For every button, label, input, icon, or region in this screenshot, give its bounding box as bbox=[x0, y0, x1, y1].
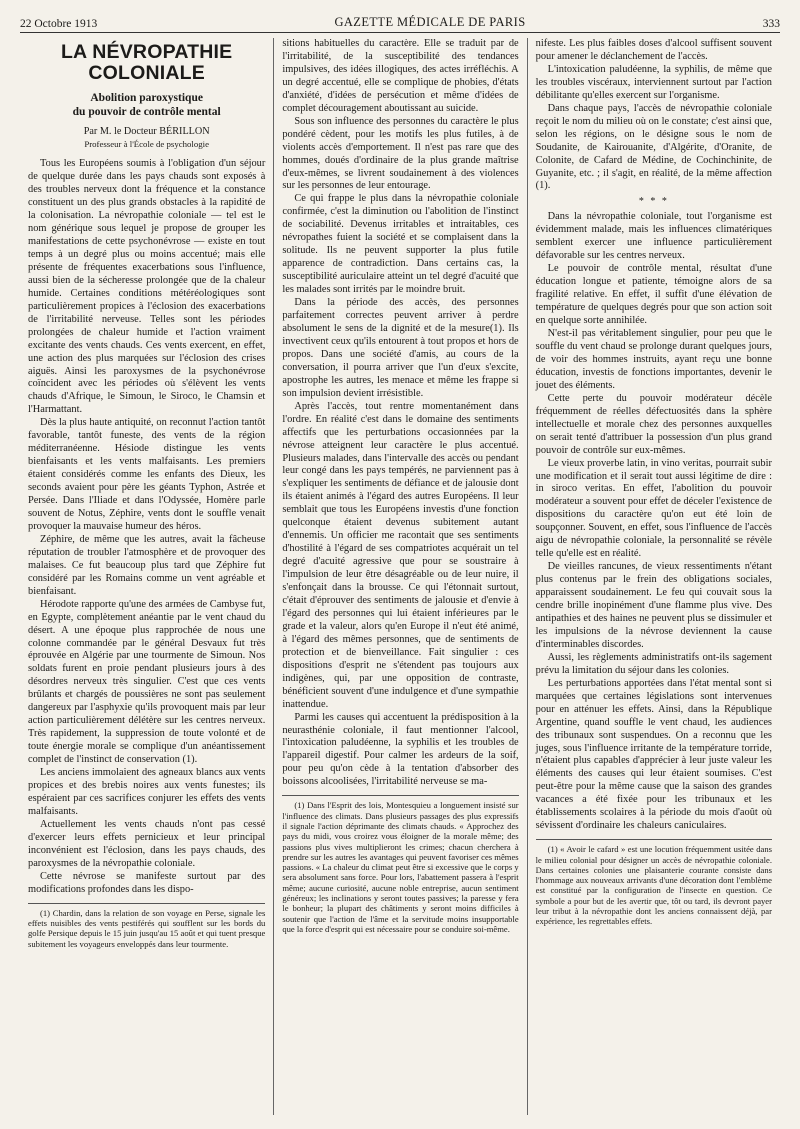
page-number: 333 bbox=[762, 18, 780, 30]
footnote: (1) Dans l'Esprit des lois, Montesquieu a longuement insisté sur l'influence des climats. Dans plusieurs passages des plus expressifs il signale l'action déprimante des climats chauds. « Approchez des pays du midi, vous croirez vous éloigner de la morale même; des passions plus vives multiplieront les crimes; chacun cherchera à prendre sur les autres les avantages qui peuvent favoriser ces mêmes passions. « La chaleur du climat peut être si excessive que le corps y sera absolument sans force. Pour lors, l'abattement passera à l'esprit même; aucune curiosité, aucune noble entreprise, aucun sentiment généreux; les inclinations y seront toutes passives; la paresse y fera le bonheur; la plupart des châtiments y seront moins difficiles à soutenir que l'action de l'âme et la servitude moins insupportable que la force d'esprit qui est nécessaire pour se conduire soi-même. bbox=[282, 800, 519, 935]
footnotes bbox=[282, 795, 518, 934]
article-columns bbox=[20, 38, 780, 1115]
paragraph: L'intoxication paludéenne, la syphilis, de même que les troubles viscéraux, interviennent surtout par l'action débilitante qu'elles exercent sur l'organisme. bbox=[535, 63, 772, 101]
footnote: (1) « Avoir le cafard » est une locution fréquemment usitée dans le milieu colonial pour désigner un accès de névropathie coloniale. Dans certaines colonies une plaisanterie courante consiste dans l'hommage aux nouveaux arrivants d'une décoration dont l'emblème est constitué par la configuration de l'insecte en question. Ce symbole a pour but de les avertir que, tôt ou tard, ils devront payer leur tribut à la névropathie dont les anciens connaissent déjà, par expérience, les regrettables effets. bbox=[535, 844, 772, 927]
paragraph: Hérodote rapporte qu'une des armées de Cambyse fut, en Egypte, complètement anéantie par le vent chaud du désert. A une époque plus rapprochée de nous une colonne commandée par le général Desvaux fut très éprouvée en Algérie par une tourmente de Simoun. Nos soldats furent en proie pendant plusieurs jours à des désordres nerveux très singulier. C'est que ces vents brûlants et chargés de poussières ne sont pas seulement dangereux par l'asphyxie qu'ils provoquent mais par leur action particulièrement délétère sur les centres nerveux. Très rapidement, la suppression de toute volonté et de toute énergie morale se complique d'un anéantissement complet de l'instinct de conservation (1). bbox=[28, 598, 266, 766]
paragraph: Actuellement les vents chauds n'ont pas cessé d'exercer leurs effets pernicieux et leur principal inconvénient est l'éclosion, dans les pays chauds, des paroxysmes de la névropathie coloniale. bbox=[28, 818, 266, 869]
paragraph: Zéphire, de même que les autres, avait la fâcheuse réputation de troubler l'atmosphère et de provoquer des malaises. Ce fut beaucoup plus tard que Zéphire fut considéré par les Romains comme un vent agréable et bienfaisant. bbox=[28, 533, 266, 597]
article-subtitle-line-1: Abolition paroxystique bbox=[90, 91, 203, 104]
paragraph: De vieilles rancunes, de vieux ressentiments n'étant plus contenus par le frein des obligations sociales, apparaissent soudainement. Le feu qui couvait sous la cendre brille inopinément d'une flamme plus vive. Des antipathies et des haines ne peuvent plus se dissimuler et les impulsions de la névrose deviennent la cause d'interminables discordes. bbox=[535, 561, 772, 650]
paragraph: Parmi les causes qui accentuent la prédisposition à la neurasthénie coloniale, il faut mentionner l'alcool, l'intoxication paludéenne, la syphilis et les troubles de l'appareil digestif. Pour calmer les ardeurs de la soif, pour peu qu'on cède à la tentation d'absorber des boissons alcoolisées, l'irritabilité nerveuse se ma- bbox=[282, 711, 519, 788]
article-subtitle-line-2: du pouvoir de contrôle mental bbox=[72, 106, 221, 119]
paragraph: nifeste. Les plus faibles doses d'alcool suffisent souvent pour amener le déclanchement de l'accès. bbox=[535, 38, 772, 62]
running-header bbox=[20, 8, 780, 33]
paragraph: Sous son influence des personnes du caractère le plus pondéré cèdent, pour les motifs les plus futiles, à de violents accès d'emportement. Il n'est pas rare que des hommes, doués d'ordinaire de la plus grande maîtrise d'eux-mêmes, se livrent soudainement à des violences sur les personnes de leur entourage. bbox=[282, 115, 519, 192]
author-role: Professeur à l'École de psychologie bbox=[84, 139, 210, 150]
column-2 bbox=[273, 38, 526, 1115]
paragraph: sitions habituelles du caractère. Elle se traduit par de l'irritabilité, de la susceptibilité des tendances impulsives, des idées illogiques, des actes irréfléchis. A un degré accentué, elle se complique de phobies, d'états d'anxiété, d'idées de persécution et même d'idées de complet découragement aboutissant au suicide. bbox=[282, 38, 519, 114]
footnotes bbox=[28, 903, 265, 949]
paragraph: N'est-il pas véritablement singulier, pour peu que le souffle du vent chaud se prolonge durant quelques jours, de voir des hommes instruits, ayant reçu une bonne éducation, investis de fonctions importantes, devenir le jouet des éléments. bbox=[535, 328, 772, 391]
paragraph: Ce qui frappe le plus dans la névropathie coloniale confirmée, c'est la diminution ou l'abolition de l'instinct de sociabilité. Devenus irritables et intraitables, ces névropathes fuient la société et se complaisent dans la solitude. Ils ne peuvent supporter la plus futile apparence de contradiction. Dans certains cas, la susceptibilité auriculaire atteint un tel degré d'acuité que les malades sont irrités par le moindre bruit. bbox=[282, 193, 519, 296]
paragraph: Le vieux proverbe latin, in vino veritas, pourrait subir une modification et il serait tout aussi légitime de dire : in siroco veritas. En effet, l'abolition du pouvoir modérateur a souvent pour effet de déceler l'existence de dispositions du caractère qu'on eut été loin de soupçonner. Souvent, en effet, sous l'influence de l'accès aigu de névropathie coloniale, la personnalité se révèle telle qu'elle est en réalité. bbox=[535, 457, 772, 560]
article-author: Par M. le Docteur BÉRILLON bbox=[83, 125, 210, 137]
issue-date: 22 Octobre 1913 bbox=[20, 18, 98, 30]
paragraph: Après l'accès, tout rentre momentanément dans l'ordre. En réalité c'est dans le domaine des sentiments affectifs que les perturbations occasionnées par la névrose atteignent leur caractère le plus accentué. Plusieurs malades, dans l'intervalle des accès ou pendant leur congé dans les pays tempérés, ne parviennent pas à s'expliquer les sentiments de défiance et de jalousie dont ils étaient animés à l'égard des autres Européens. Il leur semblait que tous les Européens investis d'une fonction quelconque étaient devenus subitement autant d'ennemis. Un officier me racontait que ses sentiments d'hostilité à l'égard de ses compatriotes acquérait un tel degré d'acuité agressive que pour se soustraire à l'impulsion de leur être désagréable ou de leur nuire, il s'enfonçait dans la brousse. Ce qui l'étonnait surtout, c'était d'éprouver des sentiments de jalousie et d'envie à l'égard des personnes qui lui étaient inférieures par le grade et la valeur, alors qu'en Europe il n'eut été animé, à l'égard des mêmes personnes, que de sentiments de protection et de bienveillance. Fait singulier : ces dispositions d'esprit ne s'étendent pas toujours aux indigènes, qui, par une opposition de contraste, bénéficient souvent d'une indulgence et d'une sympathie inattendue. bbox=[282, 400, 519, 710]
article-heading bbox=[28, 42, 265, 150]
paragraph: Cette névrose se manifeste surtout par des modifications profondes dans les dispo- bbox=[28, 870, 266, 895]
column-1 bbox=[20, 38, 273, 1115]
paragraph: Le pouvoir de contrôle mental, résultat d'une éducation longue et patiente, témoigne alors de sa fragilité relative. En effet, il suffit d'une élévation de température de quelques degrés pour que son action soit en quelque sorte annihilée. bbox=[535, 263, 772, 327]
column-3 bbox=[527, 38, 780, 1115]
journal-title: GAZETTE MÉDICALE DE PARIS bbox=[334, 15, 526, 29]
section-separator: * * * bbox=[638, 196, 669, 208]
paragraph: Dès la plus haute antiquité, on reconnut l'action tantôt favorable, tantôt funeste, des vents de la région méditerranéenne. Hésiode distingue les vents bienfaisants et les vents malfaisants. Les premiers étaient considérés comme les enfants des Dieux, les seconds avaient pour père les géants Typhon, Astrée et Persée. Dans l'Iliade et dans l'Odyssée, Homère parle souvent de Notus, Zéphire, vents dont le souffle venait provoquer la mauvaise humeur des héros. bbox=[28, 417, 266, 532]
paragraph: Dans la névropathie coloniale, tout l'organisme est évidemment malade, mais les influences climatériques semblent exercer une influence particulièrement défavorable sur les centres nerveux. bbox=[535, 211, 772, 262]
footnote: (1) Chardin, dans la relation de son voyage en Perse, signale les effets nuisibles des vents pestiférés qui soufflent sur les bords du golfe Persique depuis le 15 juin jusqu'au 15 août et qui tuent presque subitement les voyageurs enveloppés dans leur tourmente. bbox=[28, 907, 266, 949]
article-title: LA NÉVROPATHIE COLONIALE bbox=[60, 41, 233, 85]
paragraph: Aussi, les règlements administratifs ont-ils sagement prévu la limitation du séjour dans les colonies. bbox=[535, 651, 772, 676]
footnotes bbox=[536, 839, 772, 927]
paragraph: Dans chaque pays, l'accès de névropathie coloniale reçoit le nom du milieu où on le constate; c'est ainsi que, selon les régions, on le désigne sous le nom de Soudanite, de Kairouanite, d'Algérite, d'Oranite, de Colonite, de Cafard de Médine, de Cochinchinite, de Guyanite, etc. ; il s'agit, en réalité, de la même affection (1). bbox=[535, 102, 772, 192]
paragraph: Cette perte du pouvoir modérateur décèle fréquemment de réelles défectuosités dans la sphère intellectuelle et morale chez des personnes auxquelles on serait tenté d'attribuer la possession d'un plus grand pouvoir de contrôle sur eux-mêmes. bbox=[535, 392, 772, 456]
paragraph: Dans la période des accès, des personnes parfaitement correctes peuvent arriver à perdre absolument le sens de la dignité et de la mesure(1). Ils invectivent ceux qu'ils entourent à tout propos et hors de propos. Dans une société d'amis, au cours de la conversation, il pourra arriver que l'un d'eux s'excite, apostrophe les autres, les menace et même les frappe si son impulsion devient irrésistible. bbox=[282, 297, 519, 399]
paragraph: Les perturbations apportées dans l'état mental sont si marquées que certaines législations sont intervenues pour en atténuer les effets. Ainsi, dans la République Argentine, quand souffle le vent chaud, les audiences des tribunaux sont suspendues. On a reconnu que les juges, sous l'influence irritante de la température torride, n'étaient plus capables d'apprécier à leur juste valeur les éléments des causes qui leur étaient soumises. C'est peut-être pour la même cause que la saison des grandes vacances a été fixée pour les tribunaux et les établissements scolaires à la période du mois d'août où sévissent d'ordinaire les chaleurs caniculaires. bbox=[535, 677, 772, 832]
paragraph: Les anciens immolaient des agneaux blancs aux vents propices et des brebis noires aux vents funestes; ils espéraient par ces sacrifices conjurer les effets des vents malfaisants. bbox=[28, 767, 266, 817]
paragraph: Tous les Européens soumis à l'obligation d'un séjour de quelque durée dans les pays chauds sont exposés à des troubles nerveux dont la fréquence et la constance constituent un des plus grands obstacles à la rapidité de la colonisation. La névropathie coloniale — tel est le nom générique sous lequel je propose de grouper les manifestations de cette psychonévrose — existe en tout temps à un degré plus ou moins accentué; mais elle présente de fréquentes exacerbations sous l'influence, aussi bien de la sécheresse prolongée que de la chaleur humide. Certaines conditions météréologiques sont particulièrement propices à l'éclosion des exacerbations de l'irritabilité nerveuse. Telles sont les périodes prolongées de chaleur humide et l'action vraiment excitante des vents chauds. Ces vents exercent, en effet, une action des plus marquées sur l'éclosion des crises aiguës. Ainsi les paroxysmes de la psychonévrose coïncident avec les périodes où s'élèvent les vents chauds d'Afrique, le Simoun, le Siroco, le Chamsin et l'Harmattant. bbox=[28, 158, 266, 416]
